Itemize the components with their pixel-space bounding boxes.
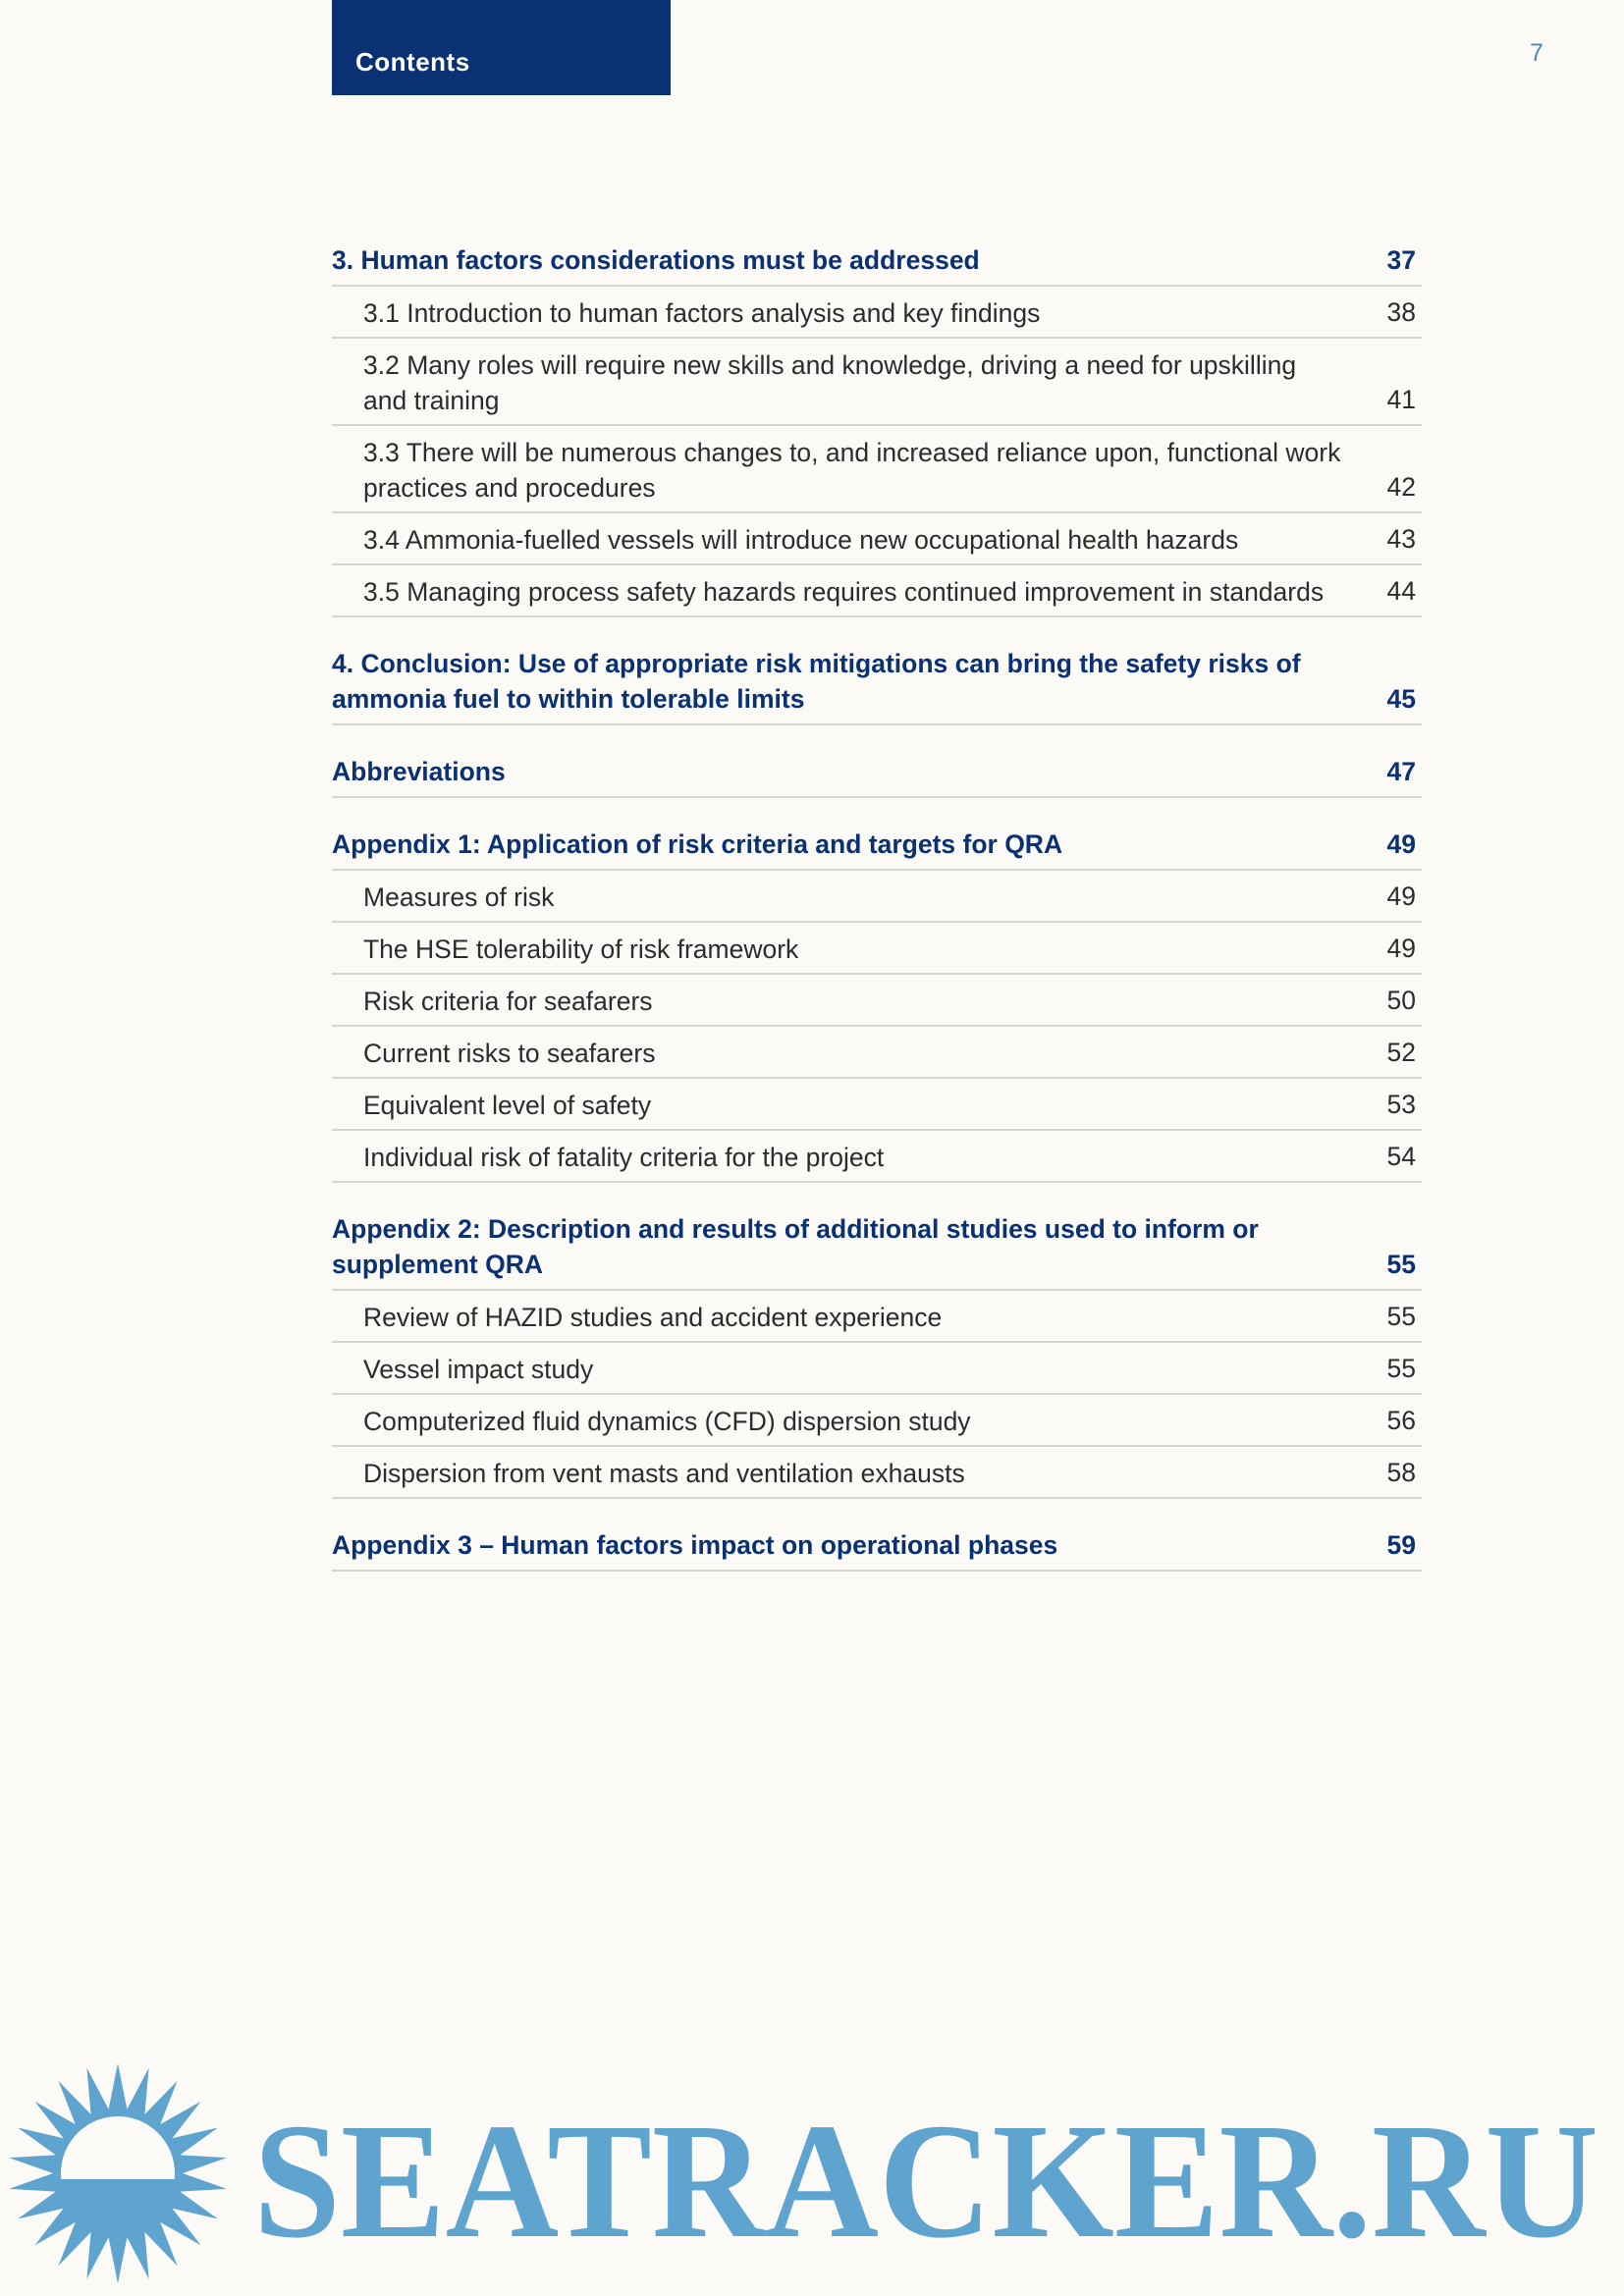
table-of-contents [332, 242, 1422, 1572]
seatracker-watermark [0, 2052, 1624, 2296]
section-label: Contents [355, 47, 470, 77]
toc-subsection-row[interactable] [332, 975, 1422, 1027]
toc-entry-title: Risk criteria for seafarers [363, 987, 653, 1016]
toc-entry-title: Vessel impact study [363, 1355, 594, 1384]
toc-entry-title: Measures of risk [363, 882, 555, 912]
toc-subsection-row[interactable] [332, 1343, 1422, 1395]
toc-subsection-row[interactable] [332, 871, 1422, 923]
toc-entry-title: Computerized fluid dynamics (CFD) dispersion study [363, 1407, 971, 1436]
toc-section-row[interactable] [332, 1519, 1422, 1572]
toc-entry-page: 55 [1386, 1250, 1416, 1279]
toc-entry-page: 41 [1386, 385, 1416, 414]
toc-subsection-row[interactable] [332, 1131, 1422, 1183]
toc-subsection-row[interactable] [332, 923, 1422, 975]
toc-section-row[interactable] [332, 745, 1422, 798]
toc-entry-page: 59 [1386, 1530, 1416, 1560]
toc-entry-title: 3. Human factors considerations must be addressed [332, 245, 980, 275]
toc-entry-page: 49 [1386, 881, 1416, 911]
sun-logo-icon [9, 2063, 227, 2283]
toc-entry-title: Appendix 2: Description and results of additional studies used to inform or supplement QRA [332, 1214, 1259, 1279]
toc-entry-page: 49 [1386, 829, 1416, 859]
toc-entry-page: 45 [1386, 684, 1416, 714]
toc-subsection-row[interactable] [332, 339, 1422, 426]
contents-header-tab [332, 0, 671, 95]
toc-entry-title: Current risks to seafarers [363, 1039, 656, 1068]
toc-entry-page: 43 [1386, 524, 1416, 554]
toc-entry-title: Equivalent level of safety [363, 1091, 652, 1120]
toc-entry-title: 3.4 Ammonia-fuelled vessels will introduce new occupational health hazards [363, 525, 1239, 555]
toc-entry-page: 37 [1386, 245, 1416, 275]
toc-subsection-row[interactable] [332, 565, 1422, 617]
toc-subsection-row[interactable] [332, 1291, 1422, 1343]
toc-subsection-row[interactable] [332, 1395, 1422, 1447]
toc-entry-page: 55 [1386, 1302, 1416, 1331]
toc-entry-title: 3.3 There will be numerous changes to, and increased reliance upon, functional work practices and procedures [363, 438, 1341, 503]
toc-entry-page: 47 [1386, 757, 1416, 786]
toc-entry-title: The HSE tolerability of risk framework [363, 934, 799, 964]
toc-entry-page: 56 [1386, 1406, 1416, 1435]
toc-entry-page: 49 [1386, 934, 1416, 963]
toc-entry-page: 52 [1386, 1038, 1416, 1067]
toc-entry-title: 3.5 Managing process safety hazards requires continued improvement in standards [363, 577, 1325, 607]
watermark-text: SEATRACKER.RU [253, 2090, 1598, 2272]
toc-entry-title: Appendix 3 – Human factors impact on operational phases [332, 1530, 1058, 1560]
toc-entry-title: Dispersion from vent masts and ventilation exhausts [363, 1459, 965, 1488]
toc-entry-title: 4. Conclusion: Use of appropriate risk mitigations can bring the safety risks of ammonia fuel to within tolerable limits [332, 649, 1301, 714]
toc-entry-page: 38 [1386, 297, 1416, 327]
toc-entry-page: 54 [1386, 1142, 1416, 1171]
toc-section-row[interactable] [332, 242, 1422, 287]
toc-entry-page: 58 [1386, 1458, 1416, 1487]
toc-entry-page: 50 [1386, 986, 1416, 1015]
toc-entry-page: 44 [1386, 576, 1416, 606]
toc-entry-title: 3.2 Many roles will require new skills and knowledge, driving a need for upskilling and training [363, 350, 1297, 415]
toc-entry-page: 55 [1386, 1354, 1416, 1383]
toc-section-row[interactable] [332, 818, 1422, 871]
toc-entry-title: 3.1 Introduction to human factors analysis and key findings [363, 298, 1041, 328]
page-number: 7 [1530, 39, 1543, 67]
toc-section-row[interactable] [332, 1202, 1422, 1291]
toc-entry-title: Appendix 1: Application of risk criteria and targets for QRA [332, 829, 1063, 859]
toc-entry-title: Review of HAZID studies and accident experience [363, 1303, 943, 1332]
toc-entry-page: 42 [1386, 472, 1416, 502]
toc-section-row[interactable] [332, 637, 1422, 725]
toc-entry-page: 53 [1386, 1090, 1416, 1119]
toc-subsection-row[interactable] [332, 426, 1422, 513]
toc-subsection-row[interactable] [332, 1079, 1422, 1131]
toc-subsection-row[interactable] [332, 513, 1422, 565]
toc-entry-title: Individual risk of fatality criteria for the project [363, 1143, 885, 1172]
toc-subsection-row[interactable] [332, 1027, 1422, 1079]
toc-entry-title: Abbreviations [332, 757, 506, 786]
toc-subsection-row[interactable] [332, 287, 1422, 339]
toc-subsection-row[interactable] [332, 1447, 1422, 1499]
